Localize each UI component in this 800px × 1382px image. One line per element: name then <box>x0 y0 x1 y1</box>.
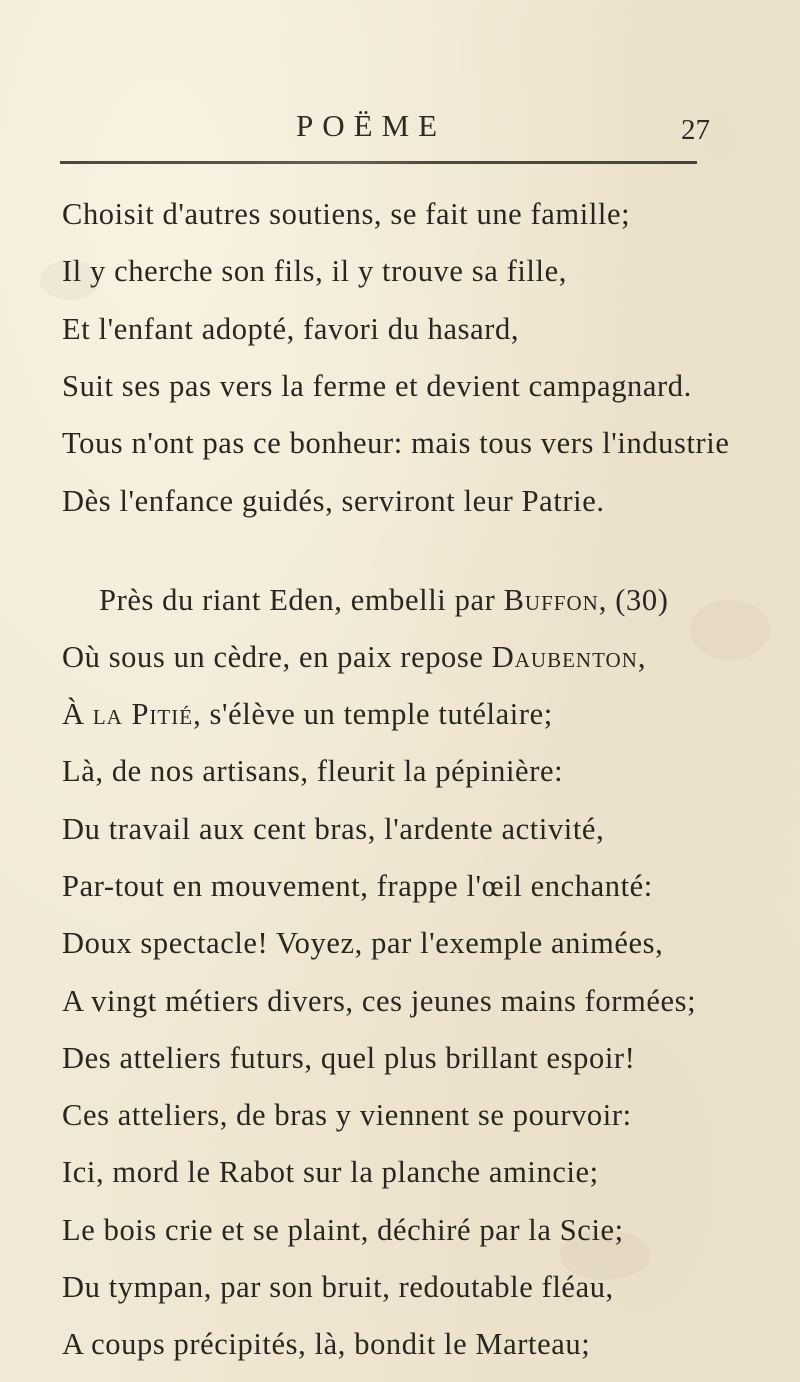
verse-line: Suit ses pas vers la ferme et devient campagnard. <box>62 369 692 403</box>
verse-text: Où sous un cèdre, en paix repose <box>62 640 492 674</box>
paper-stain <box>690 600 770 660</box>
verse-text: À <box>62 697 93 731</box>
verse-line: Il y cherche son fils, il y trouve sa fille, <box>62 254 567 288</box>
verse-line: Du tympan, par son bruit, redoutable fléau, <box>62 1270 614 1304</box>
proper-name-la-pitie: la Pitié <box>92 697 194 731</box>
page-number: 27 <box>681 114 710 146</box>
verse-line: Ces atteliers, de bras y viennent se pourvoir: <box>62 1098 632 1132</box>
verse-text: , (30) <box>598 583 669 617</box>
verse-text: Près du riant Eden, embelli par <box>99 583 504 617</box>
verse-line: Choisit d'autres soutiens, se fait une famille; <box>62 197 631 231</box>
verse-line: Ici, mord le Rabot sur la planche amincie; <box>62 1155 599 1189</box>
verse-line: Du travail aux cent bras, l'ardente activité, <box>62 812 605 846</box>
verse-line-daubenton <box>62 637 646 677</box>
proper-name-daubenton: Daubenton <box>491 640 638 674</box>
verse-line: Des atteliers futurs, quel plus brillant espoir! <box>62 1041 636 1075</box>
proper-name-buffon: Buffon <box>503 583 599 617</box>
verse-line-pitie <box>62 694 553 734</box>
verse-line: Dès l'enfance guidés, serviront leur Patrie. <box>62 484 605 518</box>
verse-line: Là, de nos artisans, fleurit la pépinière: <box>62 754 564 788</box>
verse-line-buffon <box>99 580 668 620</box>
verse-line: A coups précipités, là, bondit le Marteau; <box>62 1327 591 1361</box>
verse-line: Par-tout en mouvement, frappe l'œil enchanté: <box>62 869 653 903</box>
verse-text: , s'élève un temple tutélaire; <box>193 697 553 731</box>
verse-line: Le bois crie et se plaint, déchiré par la Scie; <box>62 1213 624 1247</box>
verse-line: Et l'enfant adopté, favori du hasard, <box>62 312 520 346</box>
header-rule <box>60 161 697 164</box>
verse-line: A vingt métiers divers, ces jeunes mains formées; <box>62 984 697 1018</box>
verse-line: Tous n'ont pas ce bonheur: mais tous vers l'industrie <box>62 426 730 460</box>
verse-line: Doux spectacle! Voyez, par l'exemple animées, <box>62 926 664 960</box>
running-head <box>0 104 800 148</box>
verse-text: , <box>637 640 647 674</box>
running-head-title: POËME <box>296 108 447 143</box>
